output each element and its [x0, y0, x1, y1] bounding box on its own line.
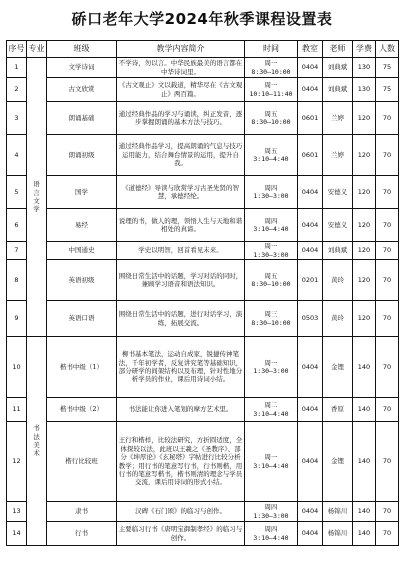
row-seq: 14 — [7, 522, 27, 546]
row-teacher: 黄玲 — [323, 301, 353, 337]
header-count: 人数 — [376, 41, 399, 58]
table-row — [7, 78, 399, 102]
row-seq: 6 — [7, 209, 27, 242]
major-char: 术 — [33, 449, 40, 458]
row-fee: 140 — [353, 502, 376, 522]
header-class: 班级 — [47, 41, 117, 58]
row-fee: 140 — [353, 422, 376, 502]
header-room: 教室 — [298, 41, 323, 58]
row-teacher: 刘典斌 — [323, 58, 353, 78]
row-content: 汉碑《石门颂》的临习与创作。 — [117, 502, 245, 522]
row-content: 主要临习行书《唐明宝御制孝经》的临习与创作。 — [117, 522, 245, 546]
row-fee: 140 — [353, 337, 376, 398]
major-char: 书 — [33, 424, 40, 433]
row-content: 《道德经》导读与欣赏学习古圣先贤的智慧，承德经纶。 — [117, 176, 245, 209]
row-time-range: 8:30—10:00 — [251, 318, 291, 327]
row-fee: 120 — [353, 176, 376, 209]
row-seq: 7 — [7, 242, 27, 260]
row-room: 0404 — [298, 209, 323, 242]
row-content: 不学诗，勿以言。中华民族最美的语言都在中华诗词里。 — [117, 58, 245, 78]
row-room: 0601 — [298, 102, 323, 135]
row-room: 0404 — [298, 502, 323, 522]
row-time — [245, 398, 298, 422]
major-char: 美 — [33, 441, 40, 449]
table-row — [7, 337, 399, 398]
row-fee: 140 — [353, 398, 376, 422]
row-time — [245, 337, 298, 398]
table-row — [7, 502, 399, 522]
row-time-range: 1:30—3:00 — [253, 192, 289, 200]
header-content: 教学内容简介 — [117, 41, 245, 58]
row-count: 70 — [376, 301, 399, 337]
table-row — [7, 260, 399, 301]
row-seq: 5 — [7, 176, 27, 209]
row-count: 70 — [376, 242, 399, 260]
header-row — [7, 41, 399, 58]
row-time-day: 周五 — [264, 146, 278, 155]
row-time-day: 周一 — [264, 453, 278, 462]
row-teacher: 安德义 — [323, 176, 353, 209]
row-class-name: 国学 — [47, 176, 117, 209]
row-teacher: 香原 — [323, 398, 353, 422]
row-class-name: 楷书中级（1） — [47, 337, 117, 398]
major-cell — [27, 337, 47, 546]
row-content: 柳书基本笔法，运动自成家，锐捷传神笔法，千年初学者，反复讲究笔等基础知识，部分研学的间架结构以及布理，针对性地分析学员的作业，课后用诗词小结。 — [117, 337, 245, 398]
row-time-range: 3:10—4:40 — [253, 155, 289, 163]
row-class-name: 英语初级 — [47, 260, 117, 301]
major-cell — [27, 58, 47, 337]
row-seq: 11 — [7, 398, 27, 422]
table-row — [7, 242, 399, 260]
row-time-day: 周一 — [264, 59, 278, 68]
header-fee: 学费 — [353, 41, 376, 58]
row-time — [245, 422, 298, 502]
row-content: 通过经典作品的学习与诵读，纠正发音，逐步掌握朗诵的基本方法与技巧。 — [117, 102, 245, 135]
row-seq: 3 — [7, 102, 27, 135]
row-time-range: 1:30—3:00 — [253, 250, 289, 259]
row-room: 0404 — [298, 398, 323, 422]
row-time-day: 周一 — [264, 358, 278, 367]
row-class-name: 朗诵基础 — [47, 102, 117, 135]
row-time-day: 周四 — [264, 503, 278, 512]
document-title: 硚口老年大学2024年秋季课程设置表 — [71, 10, 333, 28]
row-class-name: 行书 — [47, 522, 117, 546]
row-time-day: 周一 — [264, 242, 278, 251]
major-char: 言 — [33, 188, 40, 197]
major-char: 语 — [33, 180, 40, 189]
row-room: 0201 — [298, 260, 323, 301]
table-row — [7, 301, 399, 337]
row-time-range: 3:10—4:40 — [253, 409, 289, 418]
row-seq: 10 — [7, 337, 27, 398]
row-count: 70 — [376, 398, 399, 422]
row-time-day: 周四 — [264, 216, 278, 225]
table-row — [7, 176, 399, 209]
header-seq: 序号 — [7, 41, 27, 58]
table-row — [7, 522, 399, 546]
row-content: 王行和楷样，比较法研究，方折圆适度，全体探较以法，此班以王羲之《圣教序》、部分《坤厚论》《玄秘塔》字帖进行比较分析教学；用行书的笔意写行书，行书则楷，用行书的笔意写楷书，楷书则清的理念与学员交流，课后用诗词的形式小结。 — [117, 422, 245, 502]
row-room: 0503 — [298, 301, 323, 337]
row-count: 70 — [376, 522, 399, 546]
row-count: 70 — [376, 135, 399, 176]
table-body — [7, 58, 399, 546]
row-class-name: 楷行比较班 — [47, 422, 117, 502]
row-time-range: 8:30—10:00 — [251, 118, 291, 126]
row-class-name: 中国通史 — [47, 242, 117, 260]
row-class-name: 古文欣赏 — [47, 78, 117, 102]
row-time — [245, 78, 298, 102]
row-count: 75 — [376, 58, 399, 78]
row-content: 通过经典作品学习，提高朗诵的气息与技巧运用能力，结合舞台情景的运用，提升自我。 — [117, 135, 245, 176]
row-fee: 140 — [353, 522, 376, 546]
row-seq: 9 — [7, 301, 27, 337]
row-content: 说理的书，做人的理，领悟人生与天地和谐相处的真谛。 — [117, 209, 245, 242]
row-time-range: 3:10—4:40 — [253, 225, 289, 233]
row-fee: 130 — [353, 58, 376, 78]
row-seq: 2 — [7, 78, 27, 102]
row-count: 70 — [376, 209, 399, 242]
row-seq: 1 — [7, 58, 27, 78]
row-teacher: 杨锦川 — [323, 522, 353, 546]
row-content: 学史以明智，回首看见未来。 — [117, 242, 245, 260]
row-time-day: 周三 — [264, 310, 278, 319]
row-teacher: 金锂 — [323, 337, 353, 398]
row-time-range: 8:30—10:00 — [251, 280, 291, 288]
row-fee: 120 — [353, 301, 376, 337]
row-content: 围绕日常生活中的话题，学习对话的同时，兼顾学习语音和语法知识。 — [117, 260, 245, 301]
row-teacher: 刘典斌 — [323, 78, 353, 102]
header-major: 专业 — [27, 41, 47, 58]
row-content: 书法能让你进入笔划的摩方艺术里。 — [117, 398, 245, 422]
row-count: 70 — [376, 102, 399, 135]
table-row — [7, 102, 399, 135]
row-teacher: 刘典斌 — [323, 242, 353, 260]
row-time — [245, 502, 298, 522]
row-time — [245, 301, 298, 337]
row-time-day: 周四 — [264, 183, 278, 192]
header-teacher: 老师 — [323, 41, 353, 58]
row-seq: 8 — [7, 260, 27, 301]
row-count: 70 — [376, 502, 399, 522]
row-class-name: 隶书 — [47, 502, 117, 522]
row-time — [245, 176, 298, 209]
table-row — [7, 209, 399, 242]
row-seq: 12 — [7, 422, 27, 502]
row-count: 70 — [376, 176, 399, 209]
row-room: 0404 — [298, 58, 323, 78]
row-fee: 130 — [353, 78, 376, 102]
row-time-day: 周五 — [264, 271, 278, 280]
row-time-range: 10:10—11:40 — [249, 89, 293, 98]
row-teacher: 安德义 — [323, 209, 353, 242]
table-row — [7, 58, 399, 78]
row-fee: 120 — [353, 102, 376, 135]
row-time-day: 周四 — [264, 525, 278, 534]
row-room: 0404 — [298, 337, 323, 398]
row-room: 0404 — [298, 522, 323, 546]
row-fee: 120 — [353, 135, 376, 176]
major-char: 学 — [33, 205, 40, 214]
row-class-name: 英语口语 — [47, 301, 117, 337]
row-seq: 13 — [7, 502, 27, 522]
row-content: 围绕日常生活中的话题，进行对话学习，演练，拓展交流。 — [117, 301, 245, 337]
row-time-range: 3:10—4:40 — [253, 461, 289, 470]
row-time-range: 1:30—3:00 — [253, 367, 289, 375]
table-row — [7, 135, 399, 176]
row-time-day: 周二 — [264, 401, 278, 410]
row-room: 0404 — [298, 176, 323, 209]
row-class-name: 楷书中级（2） — [47, 398, 117, 422]
row-time-day: 周一 — [264, 81, 278, 90]
row-time — [245, 135, 298, 176]
row-teacher: 杨锦川 — [323, 502, 353, 522]
row-teacher: 兰婷 — [323, 102, 353, 135]
row-time — [245, 58, 298, 78]
row-fee: 120 — [353, 242, 376, 260]
table-row — [7, 398, 399, 422]
row-time — [245, 522, 298, 546]
row-fee: 120 — [353, 209, 376, 242]
row-count: 75 — [376, 78, 399, 102]
row-count: 70 — [376, 422, 399, 502]
row-room: 0404 — [298, 78, 323, 102]
row-room: 0404 — [298, 242, 323, 260]
row-class-name: 朗诵初级 — [47, 135, 117, 176]
row-class-name: 文学诗词 — [47, 58, 117, 78]
row-room: 0601 — [298, 135, 323, 176]
row-count: 70 — [376, 337, 399, 398]
row-fee: 120 — [353, 260, 376, 301]
row-time — [245, 242, 298, 260]
row-time — [245, 260, 298, 301]
row-time-day: 周五 — [264, 109, 278, 118]
row-teacher: 兰婷 — [323, 135, 353, 176]
row-room: 0404 — [298, 422, 323, 502]
header-time: 时间 — [245, 41, 298, 58]
row-time — [245, 209, 298, 242]
table-row — [7, 422, 399, 502]
row-teacher: 黄玲 — [323, 260, 353, 301]
row-count: 70 — [376, 260, 399, 301]
row-time-range: 8:30—10:00 — [251, 67, 291, 76]
row-teacher: 金锂 — [323, 422, 353, 502]
major-char: 文 — [33, 197, 40, 205]
row-time — [245, 102, 298, 135]
row-seq: 4 — [7, 135, 27, 176]
major-char: 法 — [33, 432, 40, 441]
row-class-name: 易经 — [47, 209, 117, 242]
row-time-range: 1:30—3:00 — [253, 511, 289, 520]
course-table — [6, 40, 399, 546]
row-content: 《古文观止》文以载道，精华尽在《古文观止》两百篇。 — [117, 78, 245, 102]
row-time-range: 3:10—4:40 — [253, 533, 289, 542]
